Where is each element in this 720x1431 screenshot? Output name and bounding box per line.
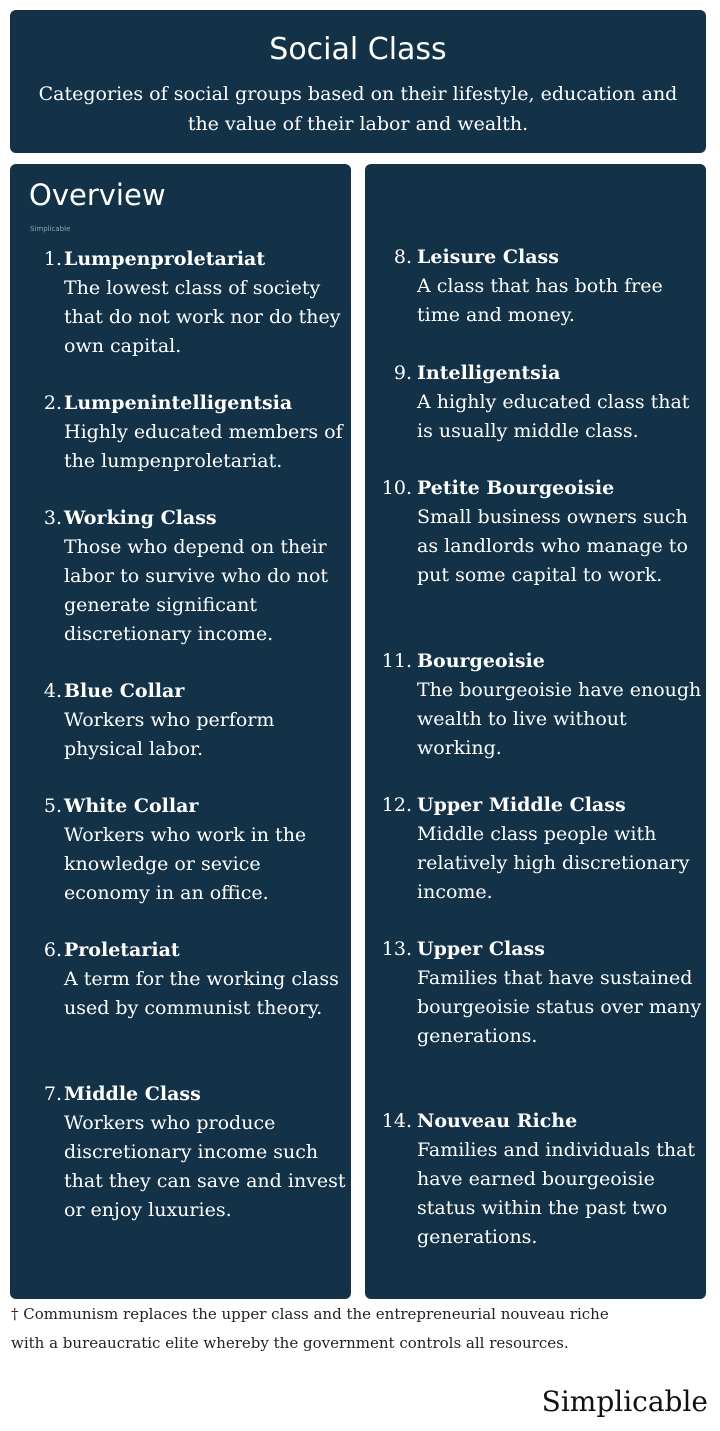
list-item [10, 1080, 351, 1225]
list-item [365, 1107, 706, 1252]
item-description: The lowest class of society that do not work nor do they own capital. [64, 277, 341, 357]
item-description: Workers who produce discretionary income such that they can save and invest or enjoy luxuries. [64, 1112, 346, 1221]
item-description: Workers who work in the knowledge or sevice economy in an office. [64, 824, 307, 904]
item-number: 6. [43, 939, 62, 961]
overview-title: Overview [29, 178, 166, 212]
footnote: † Communism replaces the upper class and the entrepreneurial nouveau riche with a bureaucratic elite whereby the government controls all resources. [11, 1305, 609, 1352]
item-description: Families that have sustained bourgeoisie status over many generations. [417, 967, 702, 1047]
list-item [10, 792, 351, 908]
item-number: 11. [381, 650, 412, 672]
item-name: Leisure Class [417, 246, 559, 268]
item-number: 3. [43, 507, 62, 529]
item-description: Middle class people with relatively high discretionary income. [417, 823, 690, 903]
item-number: 8. [393, 246, 412, 268]
item-number: 5. [43, 795, 62, 817]
list-item [10, 677, 351, 764]
item-number: 13. [381, 938, 412, 960]
item-number: 4. [43, 680, 62, 702]
item-name: Petite Bourgeoisie [417, 477, 615, 499]
item-name: Bourgeoisie [417, 650, 545, 672]
item-name: Upper Middle Class [417, 794, 626, 816]
left-column-panel [10, 164, 351, 1299]
item-name: Blue Collar [64, 680, 185, 702]
item-number: 14. [381, 1110, 412, 1132]
watermark-text: Simplicable [30, 225, 71, 233]
page-subtitle: Categories of social groups based on their lifestyle, education and the value of their labor and wealth. [38, 83, 678, 135]
item-name: Middle Class [64, 1083, 201, 1105]
list-item [10, 936, 351, 1023]
item-description: Families and individuals that have earned bourgeoisie status within the past two generations. [417, 1139, 696, 1248]
item-name: Intelligentsia [417, 362, 561, 384]
list-item [365, 243, 706, 330]
item-number: 2. [43, 392, 62, 414]
item-number: 7. [43, 1083, 62, 1105]
item-description: Small business owners such as landlords who manage to put some capital to work. [417, 506, 688, 586]
header-banner [10, 10, 706, 153]
list-item [10, 245, 351, 361]
list-item [365, 647, 706, 763]
item-number: 12. [381, 794, 412, 816]
item-description: Those who depend on their labor to survive who do not generate significant discretionary income. [64, 536, 329, 645]
item-description: A term for the working class used by communist theory. [64, 968, 339, 1019]
item-number: 10. [381, 477, 412, 499]
list-item [365, 935, 706, 1051]
item-name: Nouveau Riche [417, 1110, 578, 1132]
list-item [10, 389, 351, 476]
list-item [10, 504, 351, 649]
list-item [365, 474, 706, 590]
item-number: 1. [43, 248, 62, 270]
item-name: Lumpenproletariat [64, 248, 266, 270]
item-description: Highly educated members of the lumpenproletariat. [64, 421, 343, 472]
item-description: A class that has both free time and money. [417, 275, 663, 326]
item-name: Lumpenintelligentsia [64, 392, 293, 414]
list-item [365, 791, 706, 907]
item-description: Workers who perform physical labor. [64, 709, 275, 760]
item-description: The bourgeoisie have enough wealth to live without working. [417, 679, 702, 759]
item-name: White Collar [64, 795, 199, 817]
page-title: Social Class [269, 32, 447, 67]
item-description: A highly educated class that is usually middle class. [417, 391, 690, 442]
item-name: Proletariat [64, 939, 180, 961]
brand-logo: Simplicable [541, 1385, 708, 1418]
item-name: Upper Class [417, 938, 545, 960]
list-item [365, 359, 706, 446]
right-column-panel [365, 164, 706, 1299]
item-name: Working Class [64, 507, 217, 529]
item-number: 9. [393, 362, 412, 384]
